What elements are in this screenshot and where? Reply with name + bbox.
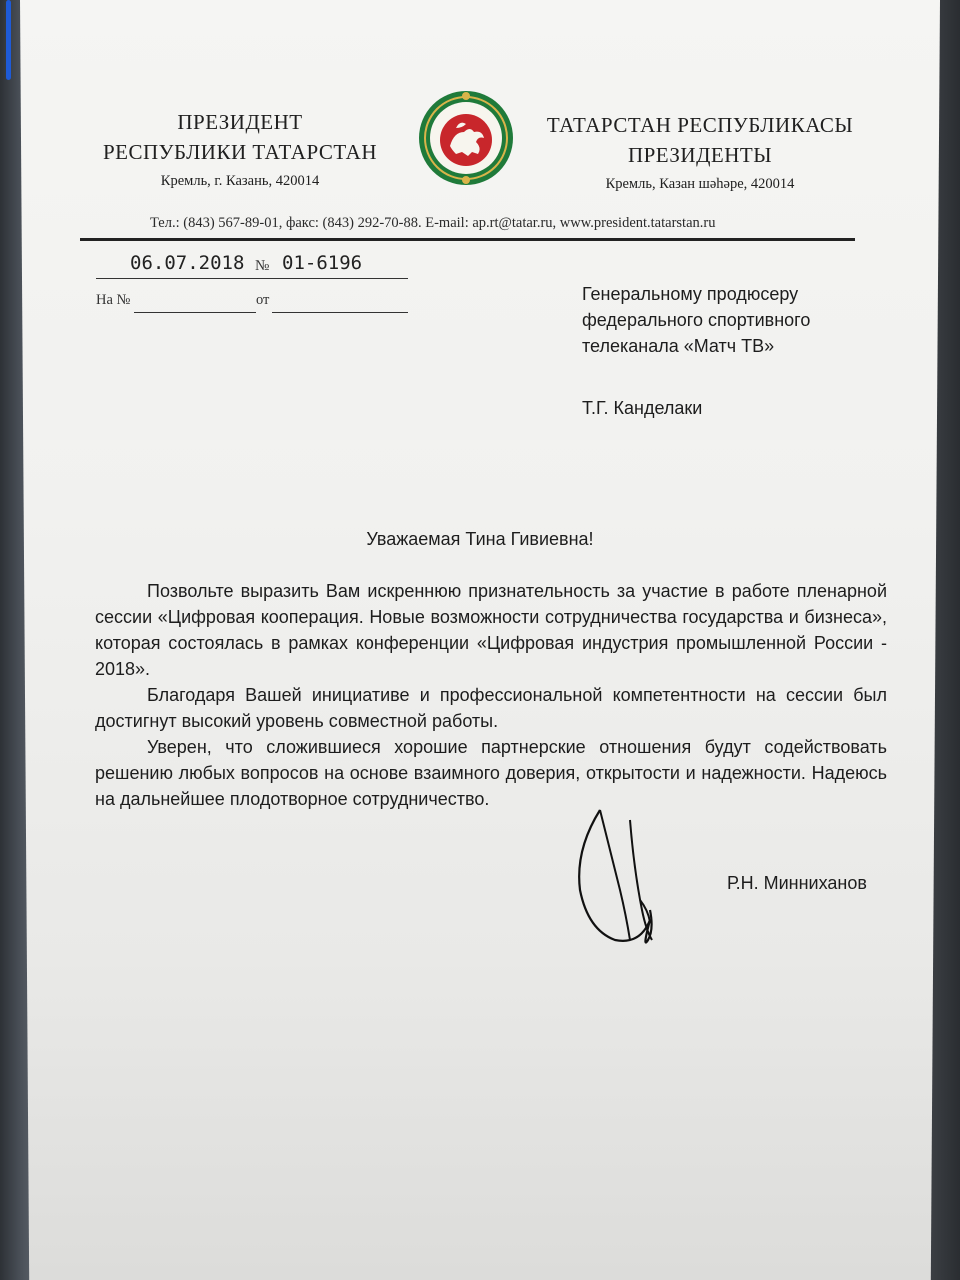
addressee-line-3: телеканала «Матч ТВ» [582,336,775,356]
header-left-block [70,107,410,190]
tatarstan-coat-of-arms-icon [416,88,516,188]
document-number: 01-6196 [282,252,363,274]
paragraph-3: Уверен, что сложившиеся хорошие партнерские отношения будут содействовать решению любых вопросов на основе взаимного доверия, открытости и надежности. Надеюсь на дальнейшее плодотворное сотрудничество. [95,737,887,809]
addressee-line-2: федерального спортивного [582,310,811,330]
paragraph-2: Благодаря Вашей инициативе и профессиональной компетентности на сессии был достигнут высокий уровень совместной работы. [95,685,887,731]
reference-number-underline [134,312,256,313]
addressee-name: Т.Г. Канделаки [582,398,703,418]
header-left-address: Кремль, г. Казань, 420014 [160,173,320,189]
signer-name: Р.Н. Минниханов [727,873,867,893]
handwritten-signature-icon [570,790,690,950]
header-left-title-1: ПРЕЗИДЕНТ [177,110,303,134]
header-divider [80,238,855,241]
header-right-title-1: ТАТАРСТАН РЕСПУБЛИКАСЫ [546,113,854,137]
contacts-line: Тел.: (843) 567-89-01, факс: (843) 292-70-88. E-mail: ap.rt@tatar.ru, www.president.tatarstan.ru [150,215,716,231]
paragraph-1: Позвольте выразить Вам искреннюю признательность за участие в работе пленарной сессии «Цифровая кооперация. Новые возможности сотрудничества государства и бизнеса», которая состоялась в рамках конференции «Цифровая индустрия промышленной России - 2018». [95,581,887,679]
document-date: 06.07.2018 [130,252,245,274]
addressee-line-1: Генеральному продюсеру [582,284,799,304]
header-right-block [520,110,880,193]
reference-date-underline [272,312,408,313]
reference-from-label: от [256,292,270,308]
addressee-block [582,281,810,359]
reference-label: На № [96,292,131,308]
number-sign: № [255,258,270,274]
salutation: Уважаемая Тина Гивиевна! [366,529,594,549]
header-right-title-2: ПРЕЗИДЕНТЫ [627,143,773,167]
header-right-address: Кремль, Казан шәһәре, 420014 [605,176,795,192]
letter-body [95,578,887,812]
blue-cable [6,0,11,80]
header-left-title-2: РЕСПУБЛИКИ ТАТАРСТАН [102,140,378,164]
